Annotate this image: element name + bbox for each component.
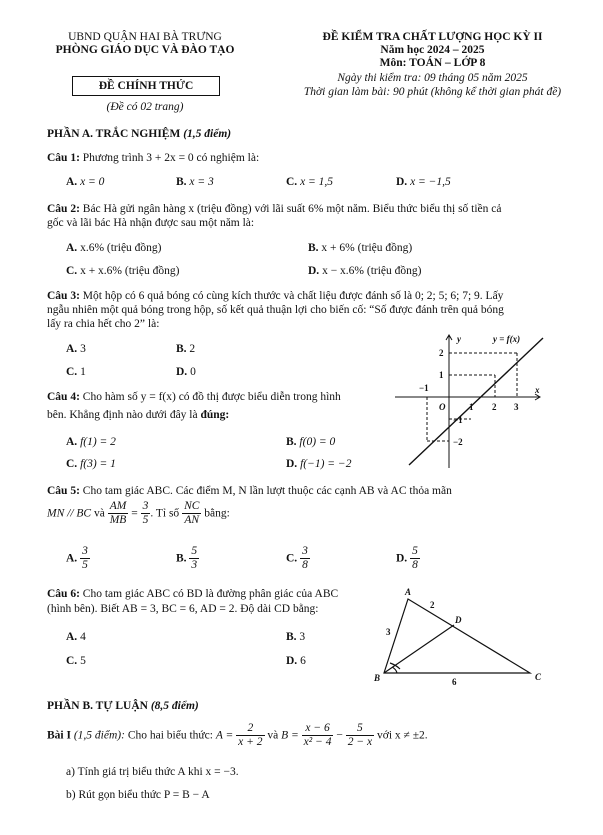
frac-b1: $\frac{x - 6}{\text{x² − 4}}$ [303,722,332,749]
question-5-cont: MN // BC và $\frac{AM}{MB}$ = $\frac{3}{5}$ . Tỉ số $\frac{NC}{AN}$ bằng: [47,500,230,527]
problem-1-part-b: b) Rút gọn biểu thức P = B − A [66,789,210,801]
q3-option-a[interactable]: A. 3 [66,343,86,355]
vertex-b: B [374,673,381,683]
q3-option-d[interactable]: D. 0 [176,366,196,378]
question-6: Câu 6: Cho tam giác ABC có BD là đường phân giác của ABC [47,588,339,600]
q1-option-d[interactable]: D. x = −1,5 [396,176,451,188]
y-axis-label: y [457,334,461,344]
q5-option-a[interactable]: A. $\frac{3}{5}$ [66,545,88,572]
tick-y-2: 2 [439,348,444,358]
q1-option-a[interactable]: A. x = 0 [66,176,105,188]
question-2-cont: gốc và lãi bác Hà nhận được sau một năm là: [47,217,255,229]
q3-option-c[interactable]: C. 1 [66,366,86,378]
q4-option-c[interactable]: C. f(3) = 1 [66,458,116,470]
subject: Môn: TOÁN – LỚP 8 [379,57,486,69]
tick-y-m1: −1 [453,415,463,425]
department-name: PHÒNG GIÁO DỤC VÀ ĐÀO TẠO [55,44,235,56]
question-3: Câu 3: Một hộp có 6 quả bóng có cùng kích thước và chất liệu được đánh số là 0; 2; 5; 6; 7; 9. Lấy [47,290,504,302]
tick-y-m2: −2 [453,437,463,447]
label-bc: 6 [452,677,457,687]
tick-x-3: 3 [514,402,519,412]
q6-option-c[interactable]: C. 5 [66,655,86,667]
q2-option-a[interactable]: A. x.6% (triệu đồng) [66,242,162,254]
tick-y-1: 1 [439,370,444,380]
part-a-heading: PHẦN A. TRẮC NGHIỆM (1,5 điểm) [47,128,232,140]
q4-option-d[interactable]: D. f(−1) = −2 [286,458,352,470]
q5-option-b[interactable]: B. $\frac{5}{3}$ [176,545,198,572]
frac-nc-an: $\frac{NC}{AN}$ [184,500,200,527]
q5-option-d[interactable]: D. $\frac{5}{8}$ [396,545,418,572]
exam-date: Ngày thi kiểm tra: 09 tháng 05 năm 2025 [337,72,528,84]
question-4-cont: bên. Khẳng định nào dưới đây là đúng: [47,409,230,421]
agency-name: UBND QUẬN HAI BÀ TRƯNG [68,31,222,43]
q1-option-b[interactable]: B. x = 3 [176,176,214,188]
q5-option-c[interactable]: C. $\frac{3}{8}$ [286,545,308,572]
question-3-cont2: lấy ra chia hết cho 2” là: [47,318,160,330]
part-b-heading: PHẦN B. TỰ LUẬN (8,5 điểm) [47,700,199,712]
tick-x-2: 2 [492,402,497,412]
school-year: Năm học 2024 – 2025 [380,44,485,56]
q6-option-b[interactable]: B. 3 [286,631,306,643]
q4-option-a[interactable]: A. f(1) = 2 [66,436,116,448]
question-6-cont: (hình bên). Biết AB = 3, BC = 6, AD = 2. Độ dài CD bằng: [47,603,319,615]
point-d: D [455,615,462,625]
q6-option-d[interactable]: D. 6 [286,655,306,667]
problem-1-part-a: a) Tính giá trị biểu thức A khi x = −3. [66,766,239,778]
question-1: Câu 1: Phương trình 3 + 2x = 0 có nghiệm là: [47,152,260,164]
exam-title: ĐỀ KIỂM TRA CHẤT LƯỢNG HỌC KỲ II [322,31,543,43]
triangle-figure [370,585,550,687]
exam-duration: Thời gian làm bài: 90 phút (không kể thời gian phát đề) [303,86,562,98]
q2-option-d[interactable]: D. x − x.6% (triệu đồng) [308,265,422,277]
triangle-abc [384,599,530,673]
question-5: Câu 5: Cho tam giác ABC. Các điểm M, N lần lượt thuộc các cạnh AB và AC thỏa mãn [47,485,452,497]
bisector-bd [384,625,454,673]
official-stamp: ĐỀ CHÍNH THỨC [72,76,220,96]
function-label: y = f(x) [493,334,521,344]
q3-option-b[interactable]: B. 2 [176,343,196,355]
question-4: Câu 4: Cho hàm số y = f(x) có đồ thị được biểu diễn trong hình [47,391,341,403]
q2-option-b[interactable]: B. x + 6% (triệu đồng) [308,242,413,254]
page-count: (Đề có 02 trang) [106,101,184,113]
tick-x-m1: −1 [419,383,429,393]
frac-b2: $\frac{5}{2 - x}$ [347,722,373,749]
q1-option-c[interactable]: C. x = 1,5 [286,176,334,188]
problem-1: Bài I (1,5 điểm): Cho hai biểu thức: A = $\frac{2}{x + 2}$ và B = $\frac{x - 6}{\text{x² − 4}}$ − $\frac{5}{2 - x}$ với x ≠ ±2. [47,722,428,749]
question-3-cont: ngẫu nhiên một quả bóng trong hộp, số kết quả thuận lợi cho biến cố: “Số được đánh trên quả bóng [47,304,504,316]
question-2: Câu 2: Bác Hà gửi ngân hàng x (triệu đồng) với lãi suất 6% một năm. Biểu thức biểu thị số tiền cả [47,203,502,215]
label-ab: 3 [386,627,391,637]
function-line [409,338,543,465]
tick-x-1: 1 [469,402,474,412]
q4-option-b[interactable]: B. f(0) = 0 [286,436,336,448]
x-axis-label: x [535,385,540,395]
frac-a: $\frac{2}{x + 2}$ [238,722,263,749]
frac-3-5: $\frac{3}{5}$ [142,500,149,527]
q2-option-c[interactable]: C. x + x.6% (triệu đồng) [66,265,180,277]
vertex-a: A [405,587,412,597]
vertex-c: C [535,672,542,682]
q6-option-a[interactable]: A. 4 [66,631,86,643]
frac-am-mb: $\frac{AM}{MB}$ [109,500,127,527]
origin-label: O [439,402,446,412]
angle-mark-1 [392,667,397,673]
function-graph [395,333,545,468]
label-ad: 2 [430,600,435,610]
